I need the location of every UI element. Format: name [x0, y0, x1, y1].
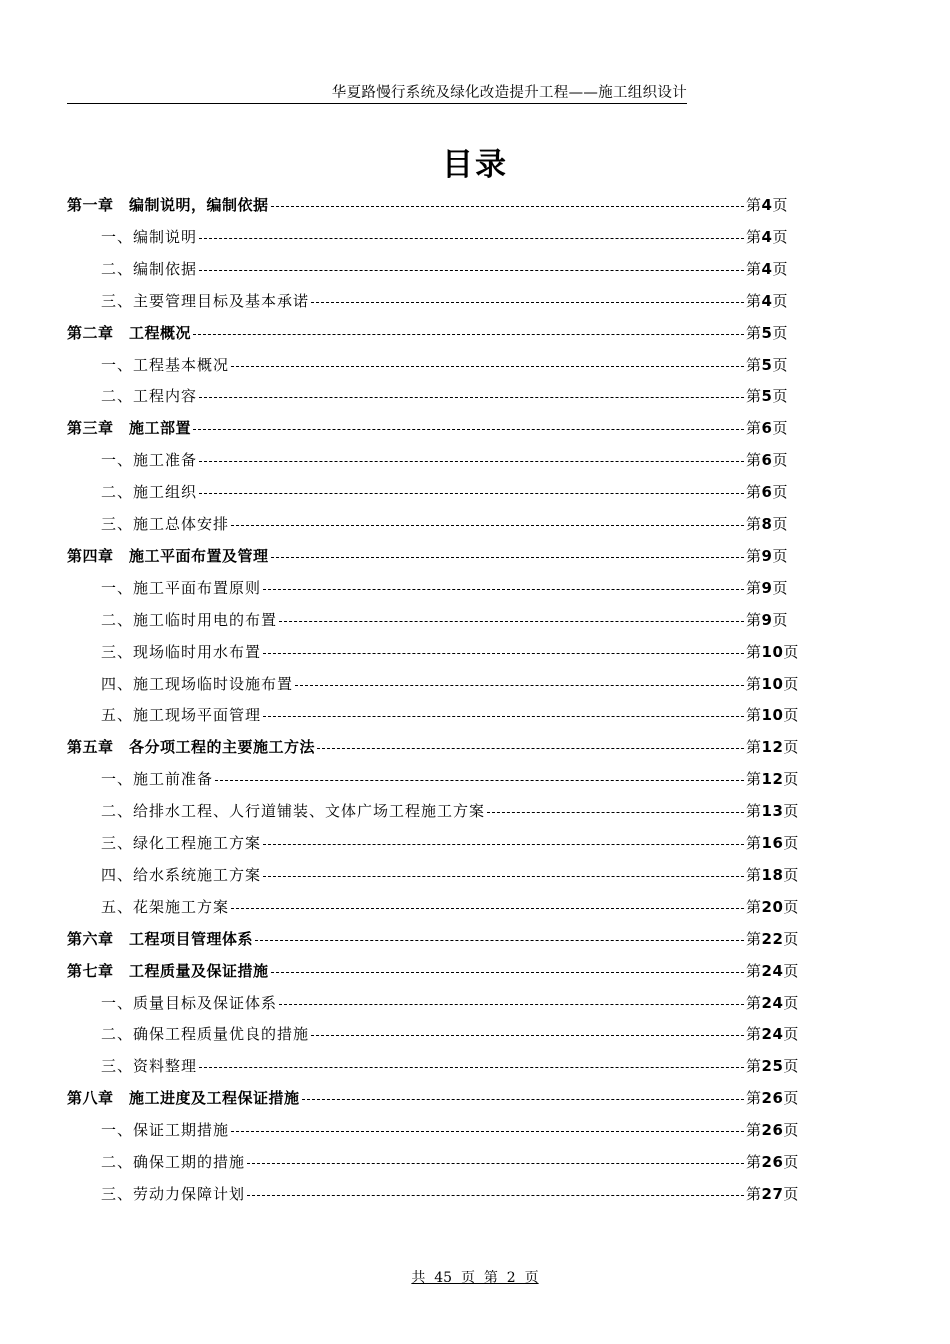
toc-entry-label: 五、施工现场平面管理 [101, 706, 262, 724]
page-prefix: 第 [746, 1185, 762, 1203]
page-suffix: 页 [772, 483, 788, 501]
toc-entry-label: 第四章 施工平面布置及管理 [67, 547, 269, 565]
toc-section-row[interactable] [101, 256, 803, 282]
toc-page-ref [746, 1181, 803, 1207]
toc-entry-label: 第二章 工程概况 [67, 324, 192, 342]
dotted-leader [247, 1195, 744, 1196]
page-prefix: 第 [746, 483, 762, 501]
page-suffix: 页 [772, 387, 788, 405]
page-number: 5 [761, 356, 773, 374]
toc-section-row[interactable] [101, 479, 803, 505]
toc-section-row[interactable] [101, 288, 803, 314]
toc-page-ref [746, 958, 803, 984]
toc-entry-label: 二、编制依据 [101, 260, 198, 278]
toc-page-ref [746, 671, 803, 697]
page-number: 8 [761, 515, 773, 533]
dotted-leader [311, 302, 744, 303]
toc-page-ref [746, 607, 803, 633]
dotted-leader [317, 748, 744, 749]
page-prefix: 第 [746, 579, 762, 597]
page-suffix: 页 [783, 1153, 799, 1171]
toc-entry-label: 二、给排水工程、人行道铺装、文体广场工程施工方案 [101, 802, 486, 820]
dotted-leader [271, 206, 744, 207]
page-prefix: 第 [746, 1025, 762, 1043]
page-suffix: 页 [783, 706, 799, 724]
page-number: 25 [761, 1057, 784, 1075]
page-suffix: 页 [783, 770, 799, 788]
dotted-leader [231, 525, 744, 526]
toc-page-ref [746, 1085, 803, 1111]
toc-entry-label: 三、主要管理目标及基本承诺 [101, 292, 310, 310]
toc-section-row[interactable] [101, 894, 803, 920]
toc-entry-label: 四、施工现场临时设施布置 [101, 675, 294, 693]
page-suffix: 页 [772, 356, 788, 374]
dotted-leader [487, 812, 744, 813]
page-number: 6 [761, 451, 773, 469]
toc-page-ref [746, 543, 803, 569]
toc-section-row[interactable] [101, 1053, 803, 1079]
page-prefix: 第 [746, 228, 762, 246]
page-prefix: 第 [746, 770, 762, 788]
page-prefix: 第 [746, 292, 762, 310]
page-number: 10 [761, 706, 784, 724]
toc-entry-label: 一、施工前准备 [101, 770, 214, 788]
page-prefix: 第 [746, 1089, 762, 1107]
toc-chapter-row[interactable] [67, 734, 803, 760]
toc-section-row[interactable] [101, 990, 803, 1016]
page-count-text: 共 45 页 第 2 页 [411, 1270, 539, 1286]
dotted-leader [302, 1099, 744, 1100]
page-prefix: 第 [746, 1121, 762, 1139]
toc-entry-label: 五、花架施工方案 [101, 898, 230, 916]
page-prefix: 第 [746, 930, 762, 948]
toc-section-row[interactable] [101, 447, 803, 473]
toc-page-ref [746, 575, 803, 601]
page-number: 9 [761, 547, 773, 565]
page-suffix: 页 [783, 1057, 799, 1075]
page-prefix: 第 [746, 515, 762, 533]
toc-section-row[interactable] [101, 1181, 803, 1207]
toc-page-ref [746, 894, 803, 920]
page-number: 13 [761, 802, 784, 820]
page-prefix: 第 [746, 419, 762, 437]
dotted-leader [255, 940, 744, 941]
toc-page-ref [746, 766, 803, 792]
page-prefix: 第 [746, 738, 762, 756]
toc-entry-label: 一、施工平面布置原则 [101, 579, 262, 597]
toc-section-row[interactable] [101, 352, 803, 378]
page-suffix: 页 [783, 930, 799, 948]
toc-section-row[interactable] [101, 1149, 803, 1175]
page-suffix: 页 [772, 451, 788, 469]
page-prefix: 第 [746, 387, 762, 405]
dotted-leader [199, 1067, 744, 1068]
toc-section-row[interactable] [101, 1117, 803, 1143]
dotted-leader [199, 461, 744, 462]
page-number: 9 [761, 611, 773, 629]
page-prefix: 第 [746, 547, 762, 565]
toc-entry-label: 一、施工准备 [101, 451, 198, 469]
page-number: 22 [761, 930, 784, 948]
dotted-leader [199, 493, 744, 494]
toc-chapter-row[interactable] [67, 192, 803, 218]
page-number: 6 [761, 483, 773, 501]
dotted-leader [199, 238, 744, 239]
toc-entry-label: 二、施工组织 [101, 483, 198, 501]
page-suffix: 页 [783, 1089, 799, 1107]
page-prefix: 第 [746, 866, 762, 884]
toc-section-row[interactable] [101, 1021, 803, 1047]
dotted-leader [279, 1004, 744, 1005]
page-suffix: 页 [772, 292, 788, 310]
page-number: 5 [761, 387, 773, 405]
toc-section-row[interactable] [101, 224, 803, 250]
toc-entry-label: 一、工程基本概况 [101, 356, 230, 374]
toc-entry-label: 三、劳动力保障计划 [101, 1185, 246, 1203]
dotted-leader [199, 397, 744, 398]
page-number: 26 [761, 1153, 784, 1171]
dotted-leader [271, 557, 744, 558]
toc-page-ref [746, 639, 803, 665]
page-suffix: 页 [783, 898, 799, 916]
toc-page-ref [746, 1149, 803, 1175]
page-prefix: 第 [746, 1153, 762, 1171]
toc-chapter-row[interactable] [67, 1085, 803, 1111]
page-prefix: 第 [746, 962, 762, 980]
page-prefix: 第 [746, 675, 762, 693]
dotted-leader [271, 972, 744, 973]
dotted-leader [231, 908, 744, 909]
page-prefix: 第 [746, 994, 762, 1012]
toc-page-ref [746, 511, 803, 537]
running-header: 华夏路慢行系统及绿化改造提升工程——施工组织设计 [67, 84, 687, 104]
page-prefix: 第 [746, 898, 762, 916]
page-suffix: 页 [783, 1185, 799, 1203]
page-prefix: 第 [746, 611, 762, 629]
toc-page-ref [746, 447, 803, 473]
toc-section-row[interactable] [101, 607, 803, 633]
page-number: 6 [761, 419, 773, 437]
page-prefix: 第 [746, 1057, 762, 1075]
toc-page-ref [746, 990, 803, 1016]
toc-section-row[interactable] [101, 702, 803, 728]
toc-entry-label: 四、给水系统施工方案 [101, 866, 262, 884]
toc-entry-label: 三、资料整理 [101, 1057, 198, 1075]
dotted-leader [247, 1163, 744, 1164]
page-suffix: 页 [783, 643, 799, 661]
page-prefix: 第 [746, 706, 762, 724]
page-suffix: 页 [772, 515, 788, 533]
toc-page-ref [746, 415, 803, 441]
dotted-leader [263, 716, 744, 717]
dotted-leader [263, 844, 744, 845]
toc-chapter-row[interactable] [67, 320, 803, 346]
toc-page-ref [746, 1117, 803, 1143]
dotted-leader [193, 334, 744, 335]
toc-entry-label: 二、施工临时用电的布置 [101, 611, 278, 629]
page-title: 目录 [442, 147, 508, 183]
toc-page-ref [746, 1053, 803, 1079]
page-footer [0, 1268, 950, 1288]
page-number: 12 [761, 770, 784, 788]
page-suffix: 页 [772, 419, 788, 437]
page-suffix: 页 [772, 579, 788, 597]
toc-section-row[interactable] [101, 766, 803, 792]
page-suffix: 页 [772, 228, 788, 246]
page-suffix: 页 [772, 324, 788, 342]
toc-section-row[interactable] [101, 671, 803, 697]
toc-page-ref [746, 926, 803, 952]
dotted-leader [279, 621, 744, 622]
page-prefix: 第 [746, 451, 762, 469]
toc-section-row[interactable] [101, 575, 803, 601]
page-number: 4 [761, 260, 773, 278]
toc-section-row[interactable] [101, 383, 803, 409]
page-prefix: 第 [746, 196, 762, 214]
page-prefix: 第 [746, 260, 762, 278]
page-suffix: 页 [772, 547, 788, 565]
dotted-leader [295, 685, 744, 686]
page-suffix: 页 [783, 738, 799, 756]
page-number: 12 [761, 738, 784, 756]
toc-page-ref [746, 224, 803, 250]
toc-section-row[interactable] [101, 830, 803, 856]
toc-page-ref [746, 830, 803, 856]
page-number: 24 [761, 1025, 784, 1043]
dotted-leader [311, 1035, 744, 1036]
dotted-leader [193, 429, 744, 430]
page-suffix: 页 [783, 675, 799, 693]
page-suffix: 页 [772, 260, 788, 278]
page-number: 5 [761, 324, 773, 342]
page-number: 10 [761, 643, 784, 661]
toc-entry-label: 第七章 工程质量及保证措施 [67, 962, 269, 980]
toc-entry-label: 一、质量目标及保证体系 [101, 994, 278, 1012]
toc-section-row[interactable] [101, 862, 803, 888]
toc-entry-label: 二、工程内容 [101, 387, 198, 405]
page-number: 16 [761, 834, 784, 852]
toc-page-ref [746, 479, 803, 505]
page-prefix: 第 [746, 802, 762, 820]
page-number: 4 [761, 228, 773, 246]
toc-page-ref [746, 288, 803, 314]
toc-section-row[interactable] [101, 798, 803, 824]
toc-entry-label: 二、确保工期的措施 [101, 1153, 246, 1171]
dotted-leader [263, 653, 744, 654]
toc-page-ref [746, 734, 803, 760]
page-prefix: 第 [746, 643, 762, 661]
page-suffix: 页 [783, 994, 799, 1012]
page-prefix: 第 [746, 356, 762, 374]
toc-page-ref [746, 862, 803, 888]
toc-chapter-row[interactable] [67, 543, 803, 569]
toc-entry-label: 一、编制说明 [101, 228, 198, 246]
page-number: 10 [761, 675, 784, 693]
toc-chapter-row[interactable] [67, 926, 803, 952]
toc-page-ref [746, 1021, 803, 1047]
toc-entry-label: 二、确保工程质量优良的措施 [101, 1025, 310, 1043]
page-number: 26 [761, 1089, 784, 1107]
toc-section-row[interactable] [101, 511, 803, 537]
page-number: 26 [761, 1121, 784, 1139]
page-suffix: 页 [783, 802, 799, 820]
dotted-leader [263, 876, 744, 877]
toc-entry-label: 第三章 施工部置 [67, 419, 192, 437]
page-suffix: 页 [783, 1121, 799, 1139]
page-number: 20 [761, 898, 784, 916]
toc-page-ref [746, 352, 803, 378]
dotted-leader [199, 270, 744, 271]
page-suffix: 页 [772, 196, 788, 214]
page-suffix: 页 [783, 834, 799, 852]
toc-entry-label: 三、施工总体安排 [101, 515, 230, 533]
toc-entry-label: 第八章 施工进度及工程保证措施 [67, 1089, 300, 1107]
page-suffix: 页 [783, 962, 799, 980]
page-number: 18 [761, 866, 784, 884]
dotted-leader [231, 366, 744, 367]
page-suffix: 页 [783, 866, 799, 884]
page-number: 24 [761, 962, 784, 980]
dotted-leader [215, 780, 744, 781]
toc-entry-label: 一、保证工期措施 [101, 1121, 230, 1139]
page-number: 24 [761, 994, 784, 1012]
page-prefix: 第 [746, 324, 762, 342]
toc-page-ref [746, 798, 803, 824]
dotted-leader [263, 589, 744, 590]
toc-chapter-row[interactable] [67, 415, 803, 441]
toc-section-row[interactable] [101, 639, 803, 665]
page-number: 27 [761, 1185, 784, 1203]
page-number: 4 [761, 292, 773, 310]
page-number: 9 [761, 579, 773, 597]
toc-page-ref [746, 192, 803, 218]
toc-page-ref [746, 383, 803, 409]
toc-page-ref [746, 702, 803, 728]
toc-chapter-row[interactable] [67, 958, 803, 984]
toc-entry-label: 第六章 工程项目管理体系 [67, 930, 254, 948]
page-suffix: 页 [783, 1025, 799, 1043]
page-number: 4 [761, 196, 773, 214]
page-suffix: 页 [772, 611, 788, 629]
toc-entry-label: 第一章 编制说明，编制依据 [67, 196, 269, 214]
toc-page-ref [746, 256, 803, 282]
toc-entry-label: 三、绿化工程施工方案 [101, 834, 262, 852]
toc-entry-label: 第五章 各分项工程的主要施工方法 [67, 738, 316, 756]
dotted-leader [231, 1131, 744, 1132]
toc-page-ref [746, 320, 803, 346]
page-prefix: 第 [746, 834, 762, 852]
toc-entry-label: 三、现场临时用水布置 [101, 643, 262, 661]
